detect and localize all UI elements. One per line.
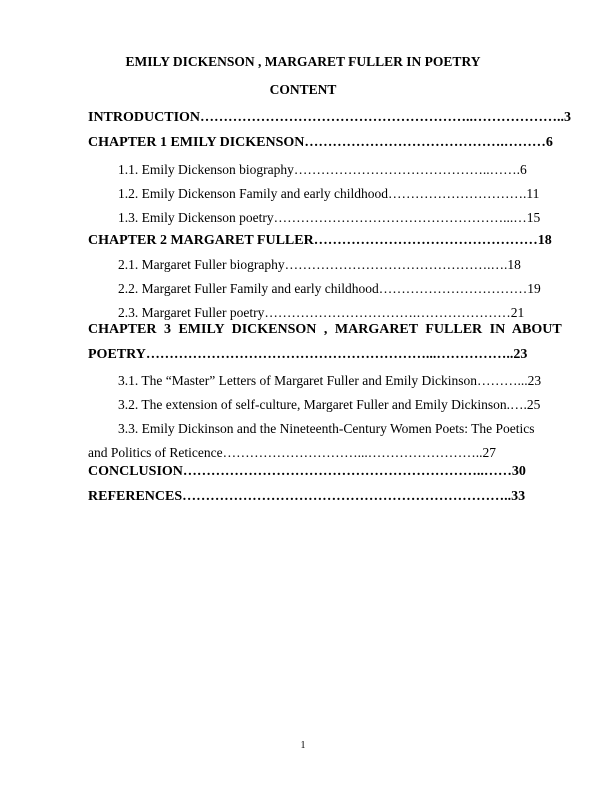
toc-entry-introduction: INTRODUCTION…………………………………………………..………………..3 bbox=[88, 110, 572, 125]
page-number: 1 bbox=[300, 740, 306, 751]
toc-entry-references: REFERENCES……………………………………………………………..33 bbox=[88, 489, 526, 504]
toc-entry-1-1: 1.1. Emily Dickenson biography……………………………………..…….6 bbox=[118, 162, 527, 177]
toc-entry-conclusion: CONCLUSION………………………………………………………..……30 bbox=[88, 464, 526, 479]
toc-entry-chapter-3-continued: POETRY……………………………………………………...……………..23 bbox=[88, 347, 528, 362]
toc-entry-3-3: 3.3. Emily Dickinson and the Nineteenth-Century Women Poets: The Poetics bbox=[118, 421, 535, 436]
toc-entry-2-3: 2.3. Margaret Fuller poetry…………………………….…………………21 bbox=[118, 305, 525, 320]
toc-entry-3-2: 3.2. The extension of self-culture, Margaret Fuller and Emily Dickinson.….25 bbox=[118, 397, 541, 412]
contents-heading: CONTENT bbox=[269, 82, 337, 97]
toc-entry-2-1: 2.1. Margaret Fuller biography……………………………………….….18 bbox=[118, 257, 521, 272]
toc-entry-3-3-continued: and Politics of Reticence…………………………...……………………..27 bbox=[88, 445, 496, 460]
toc-entry-chapter-2: CHAPTER 2 MARGARET FULLER…………………………………………18 bbox=[88, 233, 552, 248]
toc-entry-2-2: 2.2. Margaret Fuller Family and early childhood……………………………19 bbox=[118, 281, 541, 296]
toc-entry-1-3: 1.3. Emily Dickenson poetry……………………………………………...…15 bbox=[118, 210, 541, 225]
toc-entry-chapter-1: CHAPTER 1 EMILY DICKENSON…………………………………….………6 bbox=[88, 135, 553, 150]
toc-entry-chapter-3: CHAPTER 3 EMILY DICKENSON , MARGARET FULLER IN ABOUT bbox=[88, 322, 562, 337]
toc-entry-1-2: 1.2. Emily Dickenson Family and early childhood………………………….11 bbox=[118, 186, 540, 201]
document-title: EMILY DICKENSON , MARGARET FULLER IN POETRY bbox=[125, 54, 481, 69]
toc-entry-3-1: 3.1. The “Master” Letters of Margaret Fuller and Emily Dickinson………...23 bbox=[118, 373, 542, 388]
